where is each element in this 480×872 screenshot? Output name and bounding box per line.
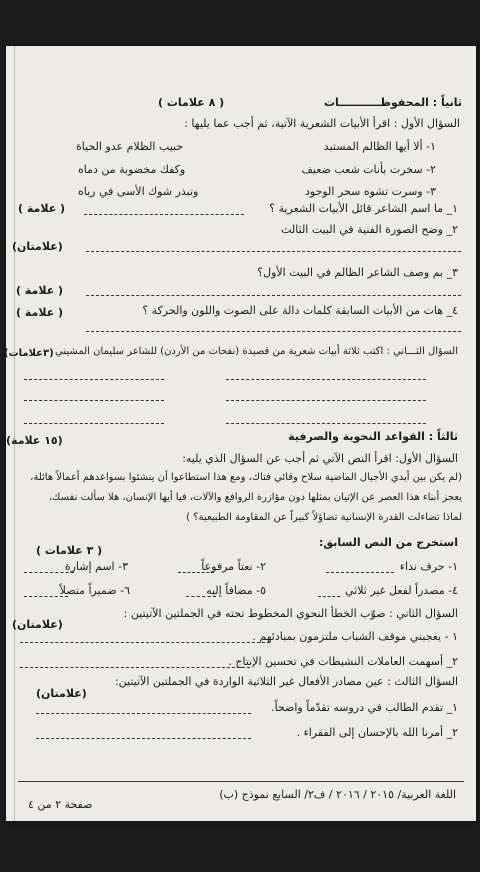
passage-line-1: (لم يكن بين أيدي الأجيال الماضية سلاح وقائي فتاك، ومع هذا استطاعوا أن ينشئوا بسواعدهم أعمالاً هائلة،	[30, 472, 462, 483]
answer-line	[86, 331, 461, 332]
answer-line	[226, 379, 426, 380]
footer-course: اللغة العربية/ ٢٠١٥ / ٢٠١٦ / ف٢/ السابع نموذج (ب)	[219, 788, 456, 801]
section3-q1-intro: السؤال الأول: اقرأ النص الآتي ثم أجب عن السؤال الذي يليه:	[182, 452, 458, 465]
s3-q3-item-1: ١_ تقدم الطالب في دروسه تقدّماً واضحاً.	[271, 701, 458, 714]
answer-line	[20, 642, 270, 643]
answer-line	[186, 596, 216, 597]
passage-line-3: لماذا تضاءلت القدرة الإنسانية تضاؤلاً كبيراً عن المقاومة الطبيعية؟ )	[186, 512, 462, 523]
exam-page	[6, 46, 476, 821]
s2-question-1-marks: ( علامة )	[18, 202, 66, 215]
answer-line	[226, 400, 426, 401]
verse-2-left: وكفك مخضوبة من دماه	[78, 163, 186, 176]
answer-line	[36, 713, 251, 714]
footer-page: صفحة ٢ من ٤	[28, 798, 93, 811]
answer-line	[24, 423, 164, 424]
s2-question-4: ٤_ هات من الأبيات السابقة كلمات دالة على الصوت واللون والحركة ؟	[142, 304, 458, 317]
s3-q3-marks: (علامتان)	[36, 687, 87, 700]
verse-1-right: ١- ألا أيها الظالم المستبد	[323, 140, 436, 153]
s2-question-2-marks: (علامتان)	[12, 240, 63, 253]
answer-line	[318, 596, 340, 597]
extract-3: ٣- اسم إشارة	[64, 560, 128, 573]
s3-q3-item-2: ٢_ أمرنا الله بالإحسان إلى الفقراء .	[296, 726, 458, 739]
answer-line	[86, 295, 461, 296]
extract-marks: ( ٣ علامات )	[36, 544, 103, 557]
s3-q3: السؤال الثالث : عين مصادر الأفعال غير الثلاثية الواردة في الجملتين الآتيتين:	[114, 675, 458, 688]
passage-line-2: يعجز أبناء هذا العصر عن الإتيان بمثلها دون مؤازرة الروافع والآلات، فيا أيها الإنسان، هلا سألت نفسك،	[48, 492, 462, 503]
verse-1-left: حبيب الظلام عدو الحياة	[76, 140, 184, 153]
answer-line	[178, 572, 214, 573]
s2-question-3-marks: ( علامة )	[16, 284, 64, 297]
answer-line	[326, 572, 394, 573]
verse-3-left: وتبذر شوك الأسى في رباه	[78, 185, 199, 198]
verse-2-right: ٢- سخرت بأنات شعب ضعيف	[301, 163, 436, 176]
s2-question-1: ١_ ما اسم الشاعر قائل الأبيات الشعرية ؟	[269, 202, 458, 215]
section3-marks: (١٥ علامة)	[6, 434, 63, 447]
footer-divider	[18, 781, 464, 782]
s2-question-3: ٣_ بم وصف الشاعر الظالم في البيت الأول؟	[257, 266, 458, 279]
extract-label: استخرج من النص السابق:	[318, 536, 458, 549]
section2-title: ثانياً : المحفوظـــــــــــات	[324, 96, 462, 109]
answer-line	[24, 379, 164, 380]
extract-4: ٤- مصدراً لفعل غير ثلاثي	[345, 584, 458, 597]
answer-line	[24, 572, 74, 573]
s3-q2-marks: (علامتان)	[12, 618, 63, 631]
extract-1: ١- حرف نداء	[399, 560, 458, 573]
s3-q2-item-2: ٢_ أسهمت العاملات النشيطات في تحسين الإنتاج .	[228, 655, 458, 668]
s3-q2: السؤال الثاني : صوّب الخطأ النحوي المخطوط تحته في الجملتين الآتيتين :	[123, 607, 458, 620]
extract-6: ٦- ضميراً متصلاً	[59, 584, 130, 597]
s2-question-2: ٢_ وضح الصورة الفنية في البيت الثالث	[281, 223, 458, 236]
section2-marks: ( ٨ علامات )	[158, 96, 225, 109]
answer-line	[24, 400, 164, 401]
answer-line	[86, 251, 461, 252]
answer-line	[36, 738, 251, 739]
section2-q1-intro: السؤال الأول : اقرأ الأبيات الشعرية الآتية، ثم أجب عما يليها :	[184, 117, 460, 130]
answer-line	[84, 214, 244, 215]
answer-line	[24, 596, 68, 597]
answer-line	[20, 667, 250, 668]
extract-2: ٢- نعتاً مرفوعاً	[201, 560, 266, 573]
section3-title: ثالثاً : القواعد النحوية والصرفية	[288, 430, 458, 443]
s2-question-4-marks: ( علامة )	[16, 306, 64, 319]
extract-5: ٥- مضافاً إليه	[206, 584, 266, 597]
s3-q2-item-1: ١ - يعجبني موقف الشباب ملتزمون بمبادئهم .	[252, 630, 458, 643]
answer-line	[226, 423, 426, 424]
s2-q2-marks: (٣علامات)	[4, 348, 54, 359]
s2-q2: السؤال الثـــاني : اكتب ثلاثة أبيات شعرية من قصيدة (نفحات من الأردن) للشاعر سليمان المشيني	[55, 346, 458, 357]
verse-3-right: ٣- وسرت تشوه سحر الوجود	[304, 185, 436, 198]
